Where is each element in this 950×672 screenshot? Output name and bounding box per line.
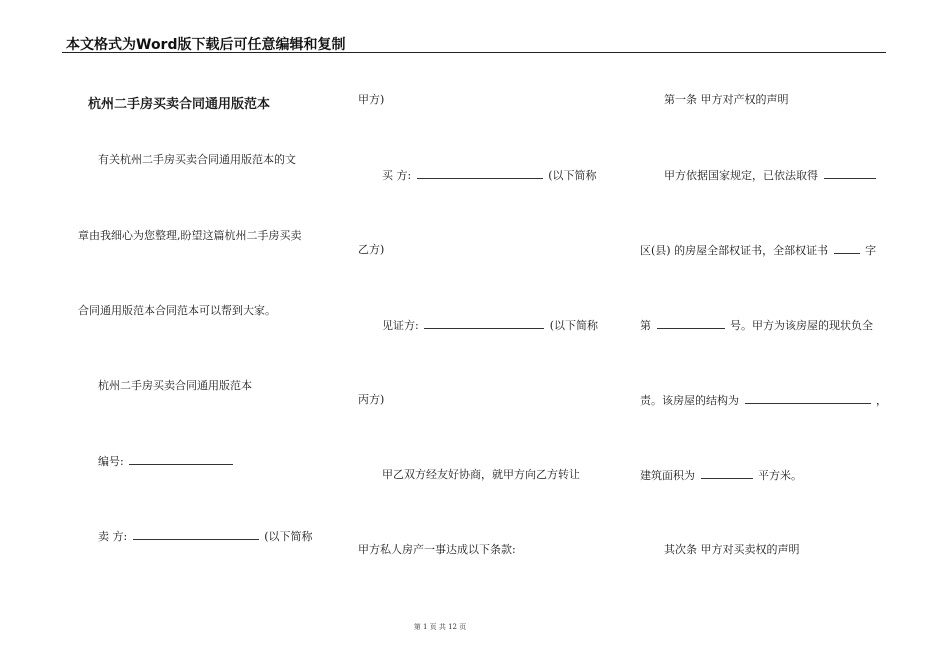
field-label: 见证方: — [382, 319, 419, 332]
paragraph-text: 建筑面积为 — [640, 469, 695, 482]
paragraph-text: 责。该房屋的结构为 — [640, 394, 739, 407]
buyer-line — [382, 168, 597, 183]
field-label: 买 方: — [382, 169, 412, 182]
paragraph-line: 杭州二手房买卖合同通用版范本 — [98, 379, 252, 392]
paragraph-text: 字 — [865, 244, 877, 257]
contract-number-line — [98, 454, 235, 469]
structure-blank — [745, 393, 871, 404]
document-title: 杭州二手房买卖合同通用版范本 — [88, 97, 271, 112]
property-line — [664, 168, 878, 183]
number-line — [640, 318, 873, 333]
structure-line — [640, 393, 887, 408]
header-divider — [62, 52, 886, 53]
paragraph-line: 有关杭州二手房买卖合同通用版范本的文 — [98, 153, 296, 166]
paragraph-line: 甲方) — [358, 93, 385, 106]
field-suffix: (以下简称 — [548, 169, 597, 182]
paragraph-text: ， — [876, 394, 887, 407]
field-suffix: (以下简称 — [264, 530, 313, 543]
section-heading: 其次条 甲方对买卖权的声明 — [664, 543, 800, 556]
paragraph-line: 章由我细心为您整理,盼望这篇杭州二手房买卖 — [78, 229, 302, 242]
paragraph-text: 平方米。 — [758, 469, 802, 482]
seller-blank — [133, 529, 259, 540]
section-heading: 第一条 甲方对产权的声明 — [664, 93, 789, 106]
page-footer: 第 1 页 共 12 页 — [413, 623, 467, 631]
certificate-blank — [834, 243, 860, 254]
paragraph-text: 区(县) 的房屋全部权证书，全部权证书 — [640, 244, 829, 257]
property-blank — [824, 168, 876, 179]
paragraph-line: 丙方) — [358, 393, 385, 406]
paragraph-line: 甲方私人房产一事达成以下条款: — [358, 543, 516, 556]
area-blank — [701, 468, 753, 479]
buyer-blank — [417, 168, 543, 179]
certificate-line — [640, 243, 876, 258]
field-label: 编号: — [98, 455, 124, 468]
field-suffix: (以下简称 — [549, 319, 599, 332]
area-line — [640, 468, 802, 483]
field-label: 卖 方: — [98, 530, 128, 543]
number-blank — [657, 318, 725, 329]
witness-blank — [424, 318, 544, 329]
seller-line — [98, 529, 313, 544]
paragraph-line: 甲乙双方经友好协商，就甲方向乙方转让 — [382, 468, 580, 481]
paragraph-text: 甲方依据国家规定，已依法取得 — [664, 169, 818, 182]
witness-line — [382, 318, 598, 333]
paragraph-line: 乙方) — [358, 243, 385, 256]
paragraph-text: 号。甲方为该房屋的现状负全 — [730, 319, 873, 332]
contract-number-blank — [129, 454, 233, 465]
document-header: 本文格式为Word版下载后可任意编辑和复制 — [66, 37, 346, 53]
paragraph-text: 第 — [640, 319, 651, 332]
paragraph-line: 合同通用版范本合同范本可以帮到大家。 — [78, 304, 276, 317]
